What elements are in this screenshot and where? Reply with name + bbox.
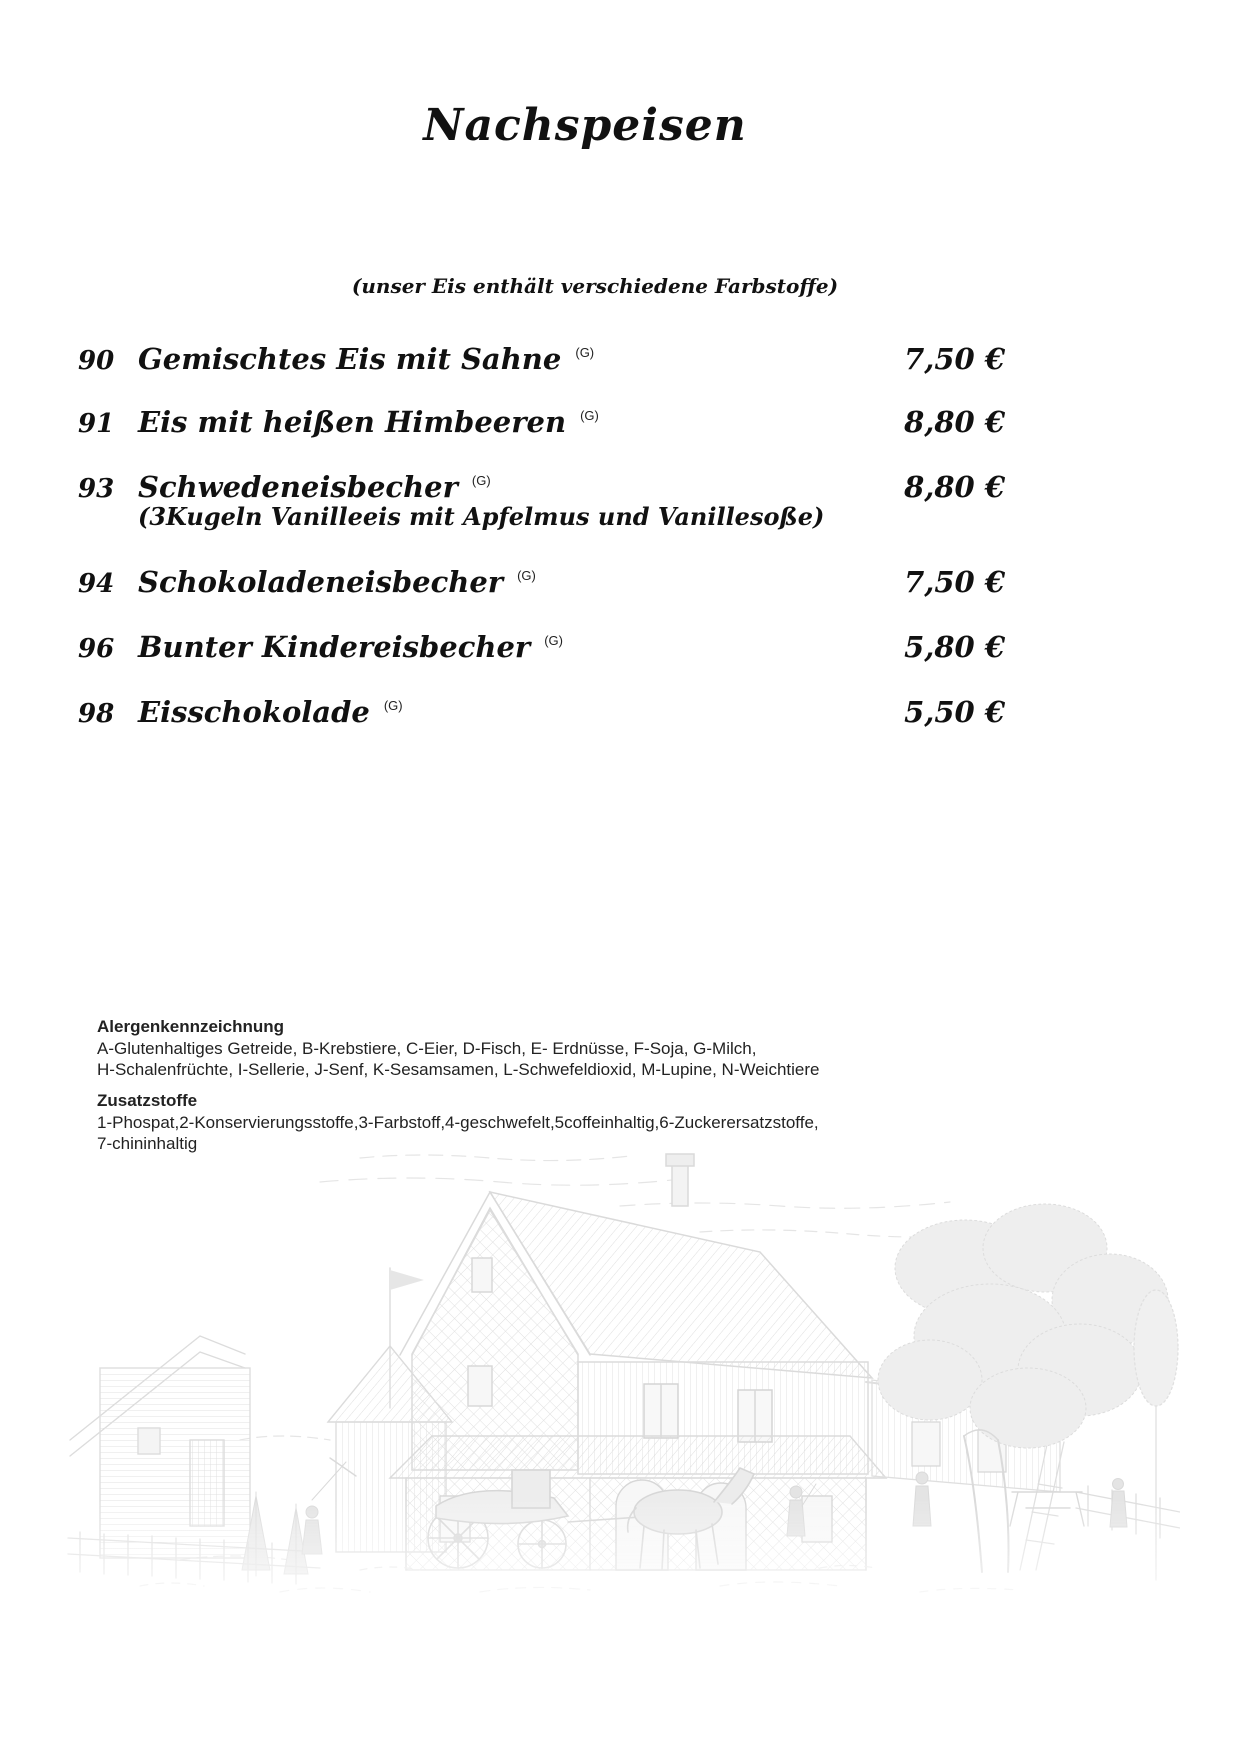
additives-block: [97, 1090, 819, 1155]
page-title: Nachspeisen: [423, 100, 747, 151]
item-name-group: [138, 470, 904, 504]
additives-line-1: 1-Phospat,2-Konservierungsstoffe,3-Farbstoff,4-geschwefelt,5coffeinhaltig,6-Zuckerersatzstoffe,: [97, 1112, 819, 1132]
item-name: Eisschokolade: [138, 695, 370, 729]
item-allergen-code: (G): [580, 408, 599, 423]
item-name: Schwedeneisbecher: [138, 470, 458, 504]
item-number: 91: [78, 409, 115, 439]
item-description: (3Kugeln Vanilleeis mit Apfelmus und Vanillesoße): [138, 502, 825, 531]
allergens-heading: Alergenkennzeichnung: [97, 1017, 285, 1036]
item-name: Schokoladeneisbecher: [138, 565, 504, 599]
item-allergen-code: (G): [544, 633, 563, 648]
item-price: 7,50 €: [904, 565, 1005, 599]
item-number: 93: [78, 474, 115, 504]
additives-heading: Zusatzstoffe: [97, 1091, 198, 1110]
item-price: 8,80 €: [904, 470, 1005, 504]
menu-item-row: [78, 470, 1005, 531]
item-name: Gemischtes Eis mit Sahne: [138, 342, 562, 376]
item-price: 8,80 €: [904, 405, 1005, 439]
item-number: 94: [78, 569, 115, 599]
item-price: 7,50 €: [904, 342, 1005, 376]
item-name-group: [138, 342, 904, 376]
allergens-line-2: H-Schalenfrüchte, I-Sellerie, J-Senf, K-Sesamsamen, L-Schwefeldioxid, M-Lupine, N-Weichtiere: [97, 1060, 820, 1079]
item-name: Bunter Kindereisbecher: [138, 630, 531, 664]
item-name-group: [138, 565, 904, 599]
menu-item-row: [78, 565, 1005, 599]
item-allergen-code: (G): [383, 698, 403, 713]
menu-item-row: [78, 405, 1005, 439]
menu-note: (unser Eis enthält verschiedene Farbstoffe): [351, 274, 839, 298]
item-name: Eis mit heißen Himbeeren: [138, 405, 567, 439]
item-name-group: [138, 630, 904, 664]
house-engraving-watermark-icon: [60, 1140, 1180, 1640]
item-name-group: [138, 695, 904, 729]
item-allergen-code: (G): [575, 345, 595, 360]
item-price: 5,50 €: [904, 695, 1005, 729]
item-name-group: [138, 405, 904, 439]
menu-item-row: [78, 630, 1005, 664]
item-price: 5,80 €: [904, 630, 1005, 664]
menu-item-row: [78, 695, 1005, 729]
item-number: 90: [78, 346, 115, 376]
item-number: 98: [78, 699, 115, 729]
allergens-block: [97, 1016, 819, 1081]
item-number: 96: [78, 634, 115, 664]
menu-item-row: [78, 342, 1005, 376]
item-allergen-code: (G): [471, 473, 491, 488]
item-allergen-code: (G): [517, 568, 536, 583]
additives-line-2: 7-chininhaltig: [97, 1134, 198, 1153]
allergens-line-1: A-Glutenhaltiges Getreide, B-Krebstiere, C-Eier, D-Fisch, E- Erdnüsse, F-Soja, G-Milch,: [97, 1038, 757, 1058]
